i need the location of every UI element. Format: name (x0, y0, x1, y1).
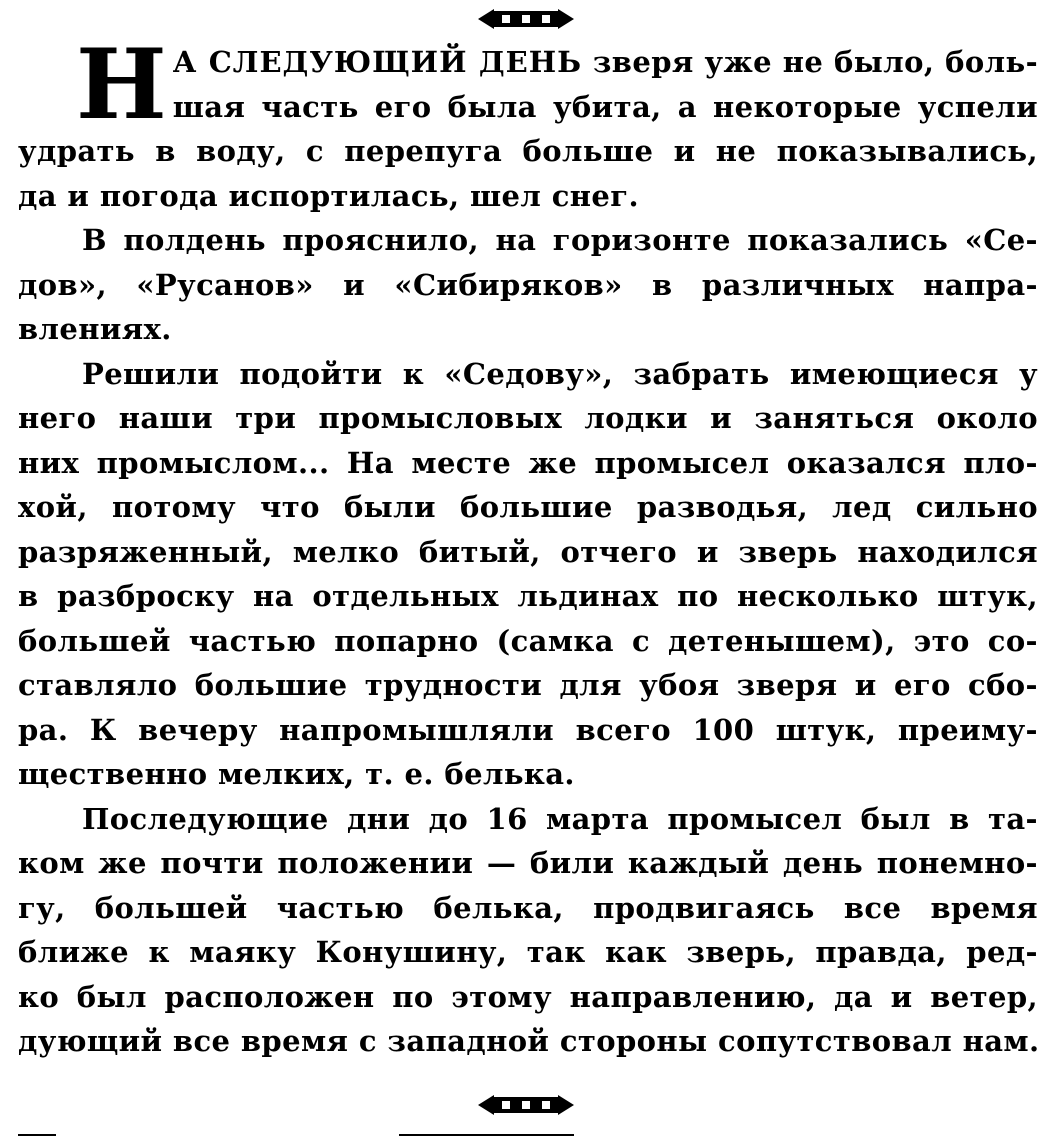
text-line: большей частью попарно (самка с детенышем), это со- (18, 623, 1038, 658)
text-line: зверя уже не было, боль- (582, 45, 1038, 79)
text-line: хой, потому что были большие разводья, лед сильно (18, 490, 1038, 524)
text-line: дующий все время с западной стороны сопутствовал нам. (18, 1024, 1040, 1058)
text-line: Последующие дни до 16 марта промысел был в та- (82, 801, 1038, 836)
text-line: шая часть его была убита, а некоторые успели (172, 89, 1038, 124)
text-line: ком же почти положении — били каждый день понемно- (18, 846, 1038, 880)
text-line: в разброску на отдельных льдинах по несколько штук, (18, 579, 1038, 613)
text-line: да и погода испортилась, шел снег. (18, 178, 639, 213)
text-line: дов», «Русанов» и «Сибиряков» в различных напра- (18, 267, 1038, 302)
text-line: них промыслом... На месте же промысел оказался пло- (18, 445, 1038, 480)
drop-cap: Н (76, 28, 167, 141)
text-line: В полдень прояснило, на горизонте показались «Се- (82, 223, 1038, 257)
article-body (18, 28, 1040, 1064)
paragraph-3 (18, 352, 1038, 797)
lead-caps: А СЛЕДУЮЩИЙ ДЕНЬ (172, 45, 583, 79)
text-line: гу, большей частью белька, продвигаясь все время (18, 890, 1038, 925)
text-line: удрать в воду, с перепуга больше и не показывались, (18, 134, 1038, 168)
scroll-ornament-icon (476, 6, 576, 32)
paragraph-1 (18, 28, 1038, 218)
text-line: ставляло большие трудности для убоя зверя и его сбо- (18, 668, 1038, 702)
paragraph-4 (18, 797, 1038, 1064)
column-rule (399, 1134, 574, 1136)
text-line: Решили подойти к «Седову», забрать имеющиеся у (82, 356, 1038, 391)
text-line: него наши три промысловых лодки и заняться около (18, 401, 1038, 435)
text-line: щественно мелких, т. е. белька. (18, 757, 575, 791)
scroll-ornament-icon (476, 1092, 576, 1118)
text-line: влениях. (18, 312, 172, 346)
text-line: ко был расположен по этому направлению, да и ветер, (18, 979, 1038, 1014)
text-line: ближе к маяку Конушину, так как зверь, правда, ред- (18, 935, 1038, 969)
text-line: ра. К вечеру напромышляли всего 100 штук, преиму- (18, 712, 1038, 747)
paragraph-2 (18, 218, 1038, 352)
column-rule (18, 1134, 56, 1136)
text-line: разряженный, мелко битый, отчего и зверь находился (18, 534, 1038, 569)
